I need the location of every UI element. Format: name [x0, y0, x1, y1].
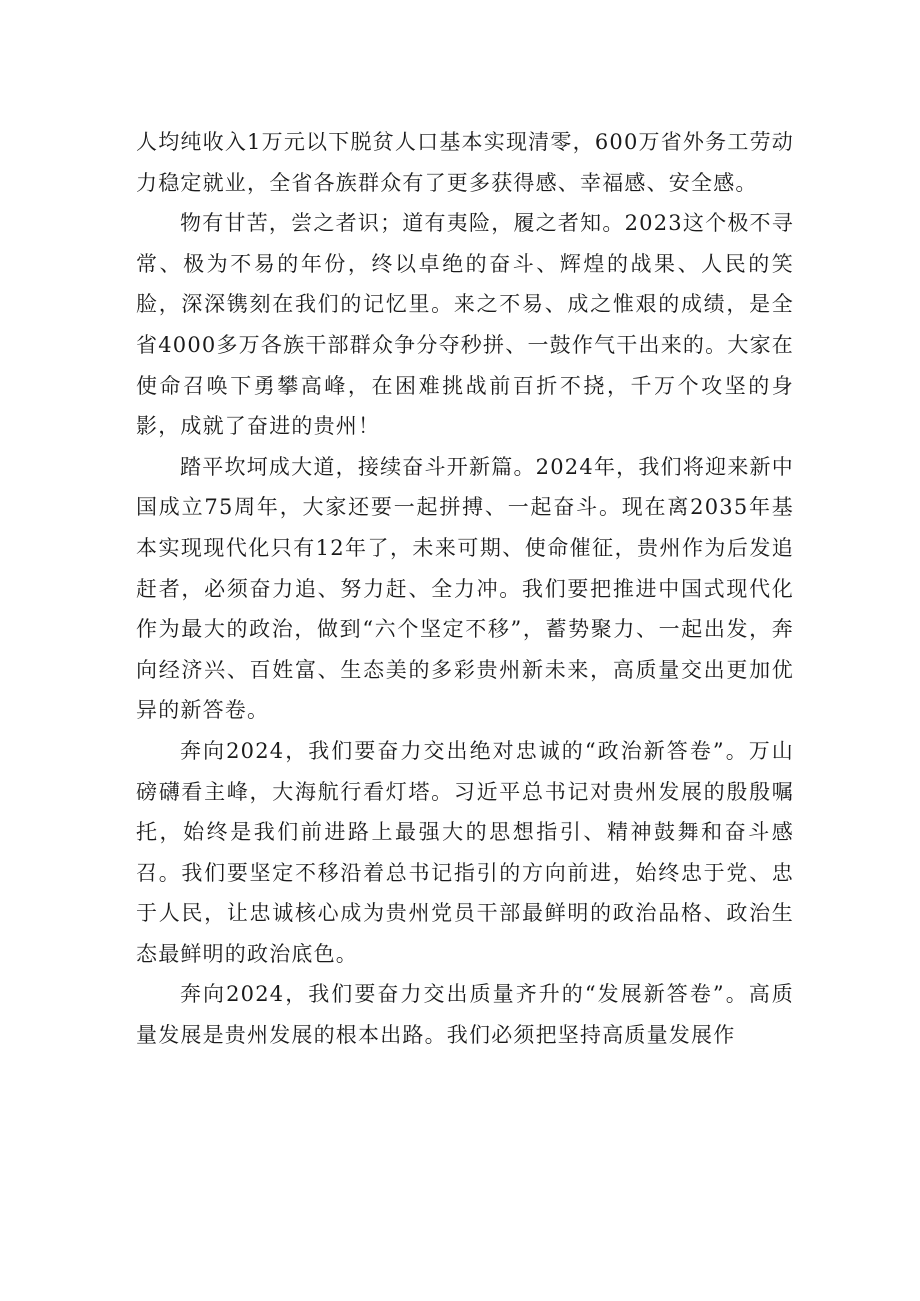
paragraph-1: 人均纯收入1万元以下脱贫人口基本实现清零，600万省外务工劳动力稳定就业，全省各族群众有了更多获得感、幸福感、安全感。 — [136, 130, 794, 195]
paragraph-5: 奔向2024，我们要奋力交出质量齐升的“发展新答卷”。高质量发展是贵州发展的根本出路。我们必须把坚持高质量发展作 — [136, 982, 794, 1048]
body-text — [136, 122, 794, 1056]
paragraph-4: 奔向2024，我们要奋力交出绝对忠诚的“政治新答卷”。万山磅礴看主峰，大海航行看灯塔。习近平总书记对贵州发展的殷殷嘱托，始终是我们前进路上最强大的思想指引、精神鼓舞和奋斗感召。我们要坚定不移沿着总书记指引的方向前进，始终忠于党、忠于人民，让忠诚核心成为贵州党员干部最鲜明的政治品格、政治生态最鲜明的政治底色。 — [136, 738, 794, 966]
paragraph-3: 踏平坎坷成大道，接续奋斗开新篇。2024年，我们将迎来新中国成立75周年，大家还要一起拼搏、一起奋斗。现在离2035年基本实现现代化只有12年了，未来可期、使命催征，贵州作为后发追赶者，必须奋力追、努力赶、全力冲。我们要把推进中国式现代化作为最大的政治，做到“六个坚定不移”，蓄势聚力、一起出发，奔向经济兴、百姓富、生态美的多彩贵州新未来，高质量交出更加优异的新答卷。 — [136, 454, 794, 723]
paragraph-2: 物有甘苦，尝之者识；道有夷险，履之者知。2023这个极不寻常、极为不易的年份，终以卓绝的奋斗、辉煌的战果、人民的笑脸，深深镌刻在我们的记忆里。来之不易、成之惟艰的成绩，是全省4000多万各族干部群众争分夺秒拼、一鼓作气干出来的。大家在使命召唤下勇攀高峰，在困难挑战前百折不挠，千万个攻坚的身影，成就了奋进的贵州！ — [136, 211, 794, 439]
